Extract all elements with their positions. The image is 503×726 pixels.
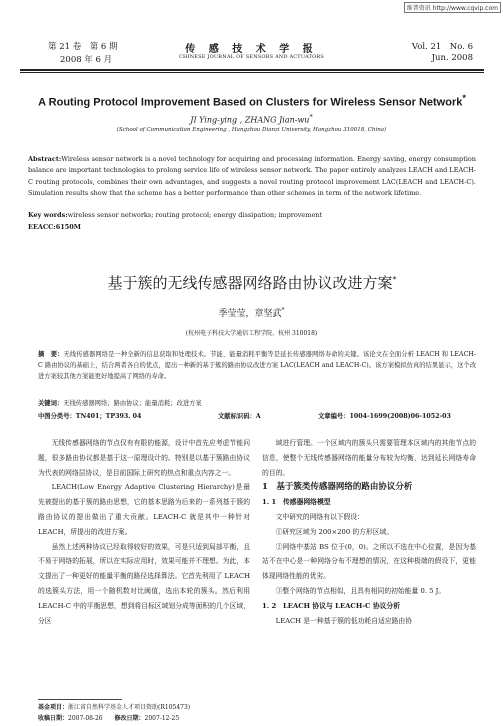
chinese-title-text: 基于簇的无线传感器网络路由协议改进方案 — [107, 274, 393, 292]
issue-right: Vol. 21 No. 6 — [411, 42, 473, 52]
english-authors-text: JI Ying-ying , ZHANG Jian-wu — [190, 115, 310, 125]
chinese-title-mark: * — [392, 275, 397, 284]
fund-text: 浙江省自然科学基金人才项目资助(R105473) — [68, 704, 191, 711]
list-item: ①研究区域为 200×200 的方形区域。 — [275, 527, 394, 536]
doc-value: A — [255, 413, 261, 420]
classification-number — [38, 411, 141, 420]
english-title-text: A Routing Protocol Improvement Based on Clusters for Wireless Sensor Network — [38, 96, 463, 109]
revised-date: 2007-12-25 — [144, 715, 180, 722]
chinese-affiliation: (杭州电子科技大学通信工程学院，杭州 310018) — [185, 330, 318, 337]
english-authors-mark: * — [309, 113, 313, 121]
abstract-text: Wireless sensor network is a novel technology for acquiring and processing information. Energy saving, energy consumption balance are important technologies to prolong service life of wireless sensor network. The paper entirely analyzes LEACH and LEACH-C routing protocols, combines their own advantages, and suggests a novel routing protocol improvement LAC(LEACH and LEACH-C). Simulation results show that the scheme has a better performance than other schemes in term of the network lifetime. — [28, 155, 476, 198]
journal-title-en: CHINESE JOURNAL OF SENSORS AND ACTUATORS — [178, 54, 325, 60]
keywords-text: wireless sensor networks; routing protocol; energy dissipation; improvement — [67, 211, 323, 219]
subsection-heading: 1. 2 LEACH 协议与 LEACH-C 协议分析 — [262, 601, 401, 610]
document-code — [218, 411, 261, 420]
received-label: 收稿日期： — [38, 715, 69, 722]
english-affiliation: (School of Communication Engineering , Hangzhou Dianzi University, Hangzhou 310018, China) — [116, 127, 387, 133]
cn-keywords-text: 无线传感器网络；路由协议；能量消耗；改进方案 — [63, 400, 202, 407]
paragraph: 文中研究的网络有以下假设： — [275, 512, 364, 521]
journal-title-cn: 传 感 技 术 学 报 — [185, 44, 318, 55]
section-heading: 1 基于簇类传感器网络的路由协议分析 — [262, 482, 413, 493]
chinese-title — [20, 272, 484, 293]
article-value: 1004-1699(2008)06-1052-03 — [349, 413, 451, 420]
header-rule-thin — [20, 72, 484, 73]
issue-left: 第 21 卷 第 6 期 — [48, 42, 118, 52]
fund-label: 基金项目： — [38, 704, 69, 711]
paragraph: 无线传感器网络的节点仅有有限的能源，设计中首先应考虑节能问题，很多路由协议都是基于这一原理设计的。特别是以基于簇路由协议为代表的网络层协议，是目前国际上研究的热点和重点内容之一。 — [38, 439, 250, 477]
article-label: 文章编号： — [318, 413, 350, 420]
body-right-column — [262, 436, 476, 628]
fund-note — [38, 702, 190, 711]
paragraph: 虽然上述两种协议已经取得较好的效果，可是只适到局部平衡，且不易于网络的拓展，所以在实际应用时，效果可能并不理想。为此，本文提出了一种更好的能量平衡的路径选择算法。它首先利用了 LEACH 的选簇头方法，用一个随机数对比阈值，选出本轮的簇头。然后利用 LEACH-C 中的平衡思想，想到将目标区域划分成等面积的几个区域，分区 — [38, 542, 250, 625]
english-title-mark: * — [462, 93, 466, 103]
chinese-abstract — [38, 350, 476, 382]
date-note — [38, 713, 179, 722]
body-left-column — [38, 436, 250, 628]
list-item: ③整个网络的节点相似，且具有相同的初始能量 0. 5 J。 — [275, 586, 446, 595]
english-authors — [0, 113, 503, 125]
date-right: Jun. 2008 — [431, 53, 473, 63]
cn-keywords-label: 关键词： — [38, 400, 64, 407]
subsection-heading: 1. 1 传感器网络模型 — [262, 498, 331, 507]
date-left: 2008 年 6 月 — [60, 55, 113, 65]
chinese-authors-text: 季莹莹，章坚武 — [218, 309, 282, 319]
english-abstract — [28, 154, 476, 200]
list-item: ②网络中基站 BS 位于(0，0)。之所以不选在中心位置，是因为基站不在中心是一种网络分布不理想的情况，在这种极端的假设下，更能体现网络性能的优劣。 — [262, 542, 476, 581]
eeacc-code: EEACC:6150M — [28, 223, 81, 231]
article-number — [318, 411, 451, 420]
cn-abstract-text: 无线传感器网络是一种全新的信息获取和处理技术。节能、能量消耗平衡等是延长传感器网络寿命的关键。该论文在全面分析 LEACH 和 LEACH-C 路由协议的基础上，结合两者各自的优点，提出一种新的基于簇的路由协议改进方案 LAC(LEACH and LEACH-C)。该方案模拟仿真的结果显示，这个改进方案较其他方案能更好地提高了网络的寿命。 — [38, 351, 477, 380]
chinese-authors — [0, 306, 503, 319]
header-rule-thick — [20, 69, 484, 71]
doc-label: 文献标识码： — [218, 413, 256, 420]
chinese-keywords — [38, 398, 202, 407]
received-date: 2007-08-26 — [68, 715, 103, 722]
class-label: 中图分类号： — [38, 413, 76, 420]
footnote-rule — [38, 699, 122, 700]
paragraph: LEACH 是一种基于簇的低功耗自适应路由协 — [275, 616, 413, 625]
chinese-authors-mark: * — [281, 307, 285, 314]
watermark: 维普资讯 http://www.cqvip.com — [404, 2, 501, 13]
class-value: TN401；TP393. 04 — [75, 413, 142, 420]
english-keywords — [28, 211, 476, 219]
revised-label: 修改日期： — [114, 715, 145, 722]
paragraph: 域进行管理。一个区域内的簇头只需要管理本区域内的其他节点的信息，使整个无线传感器网络的能量分布较为均衡，达到延长网络寿命的目的。 — [262, 439, 476, 477]
abstract-label: Abstract: — [28, 155, 62, 163]
paragraph: LEACH(Low Energy Adaptive Clustering Hierarchy)是最先被提出的基于簇的路由思想，它的基本思路为后来的一系列基于簇的路由协议的提出做出了重大贡献。LEACH-C 就是其中一种针对 LEACH，所提出的改进方案。 — [38, 483, 250, 536]
cn-abstract-label: 摘 要： — [38, 351, 64, 358]
keywords-label: Key words: — [28, 211, 68, 219]
english-title — [20, 93, 484, 109]
